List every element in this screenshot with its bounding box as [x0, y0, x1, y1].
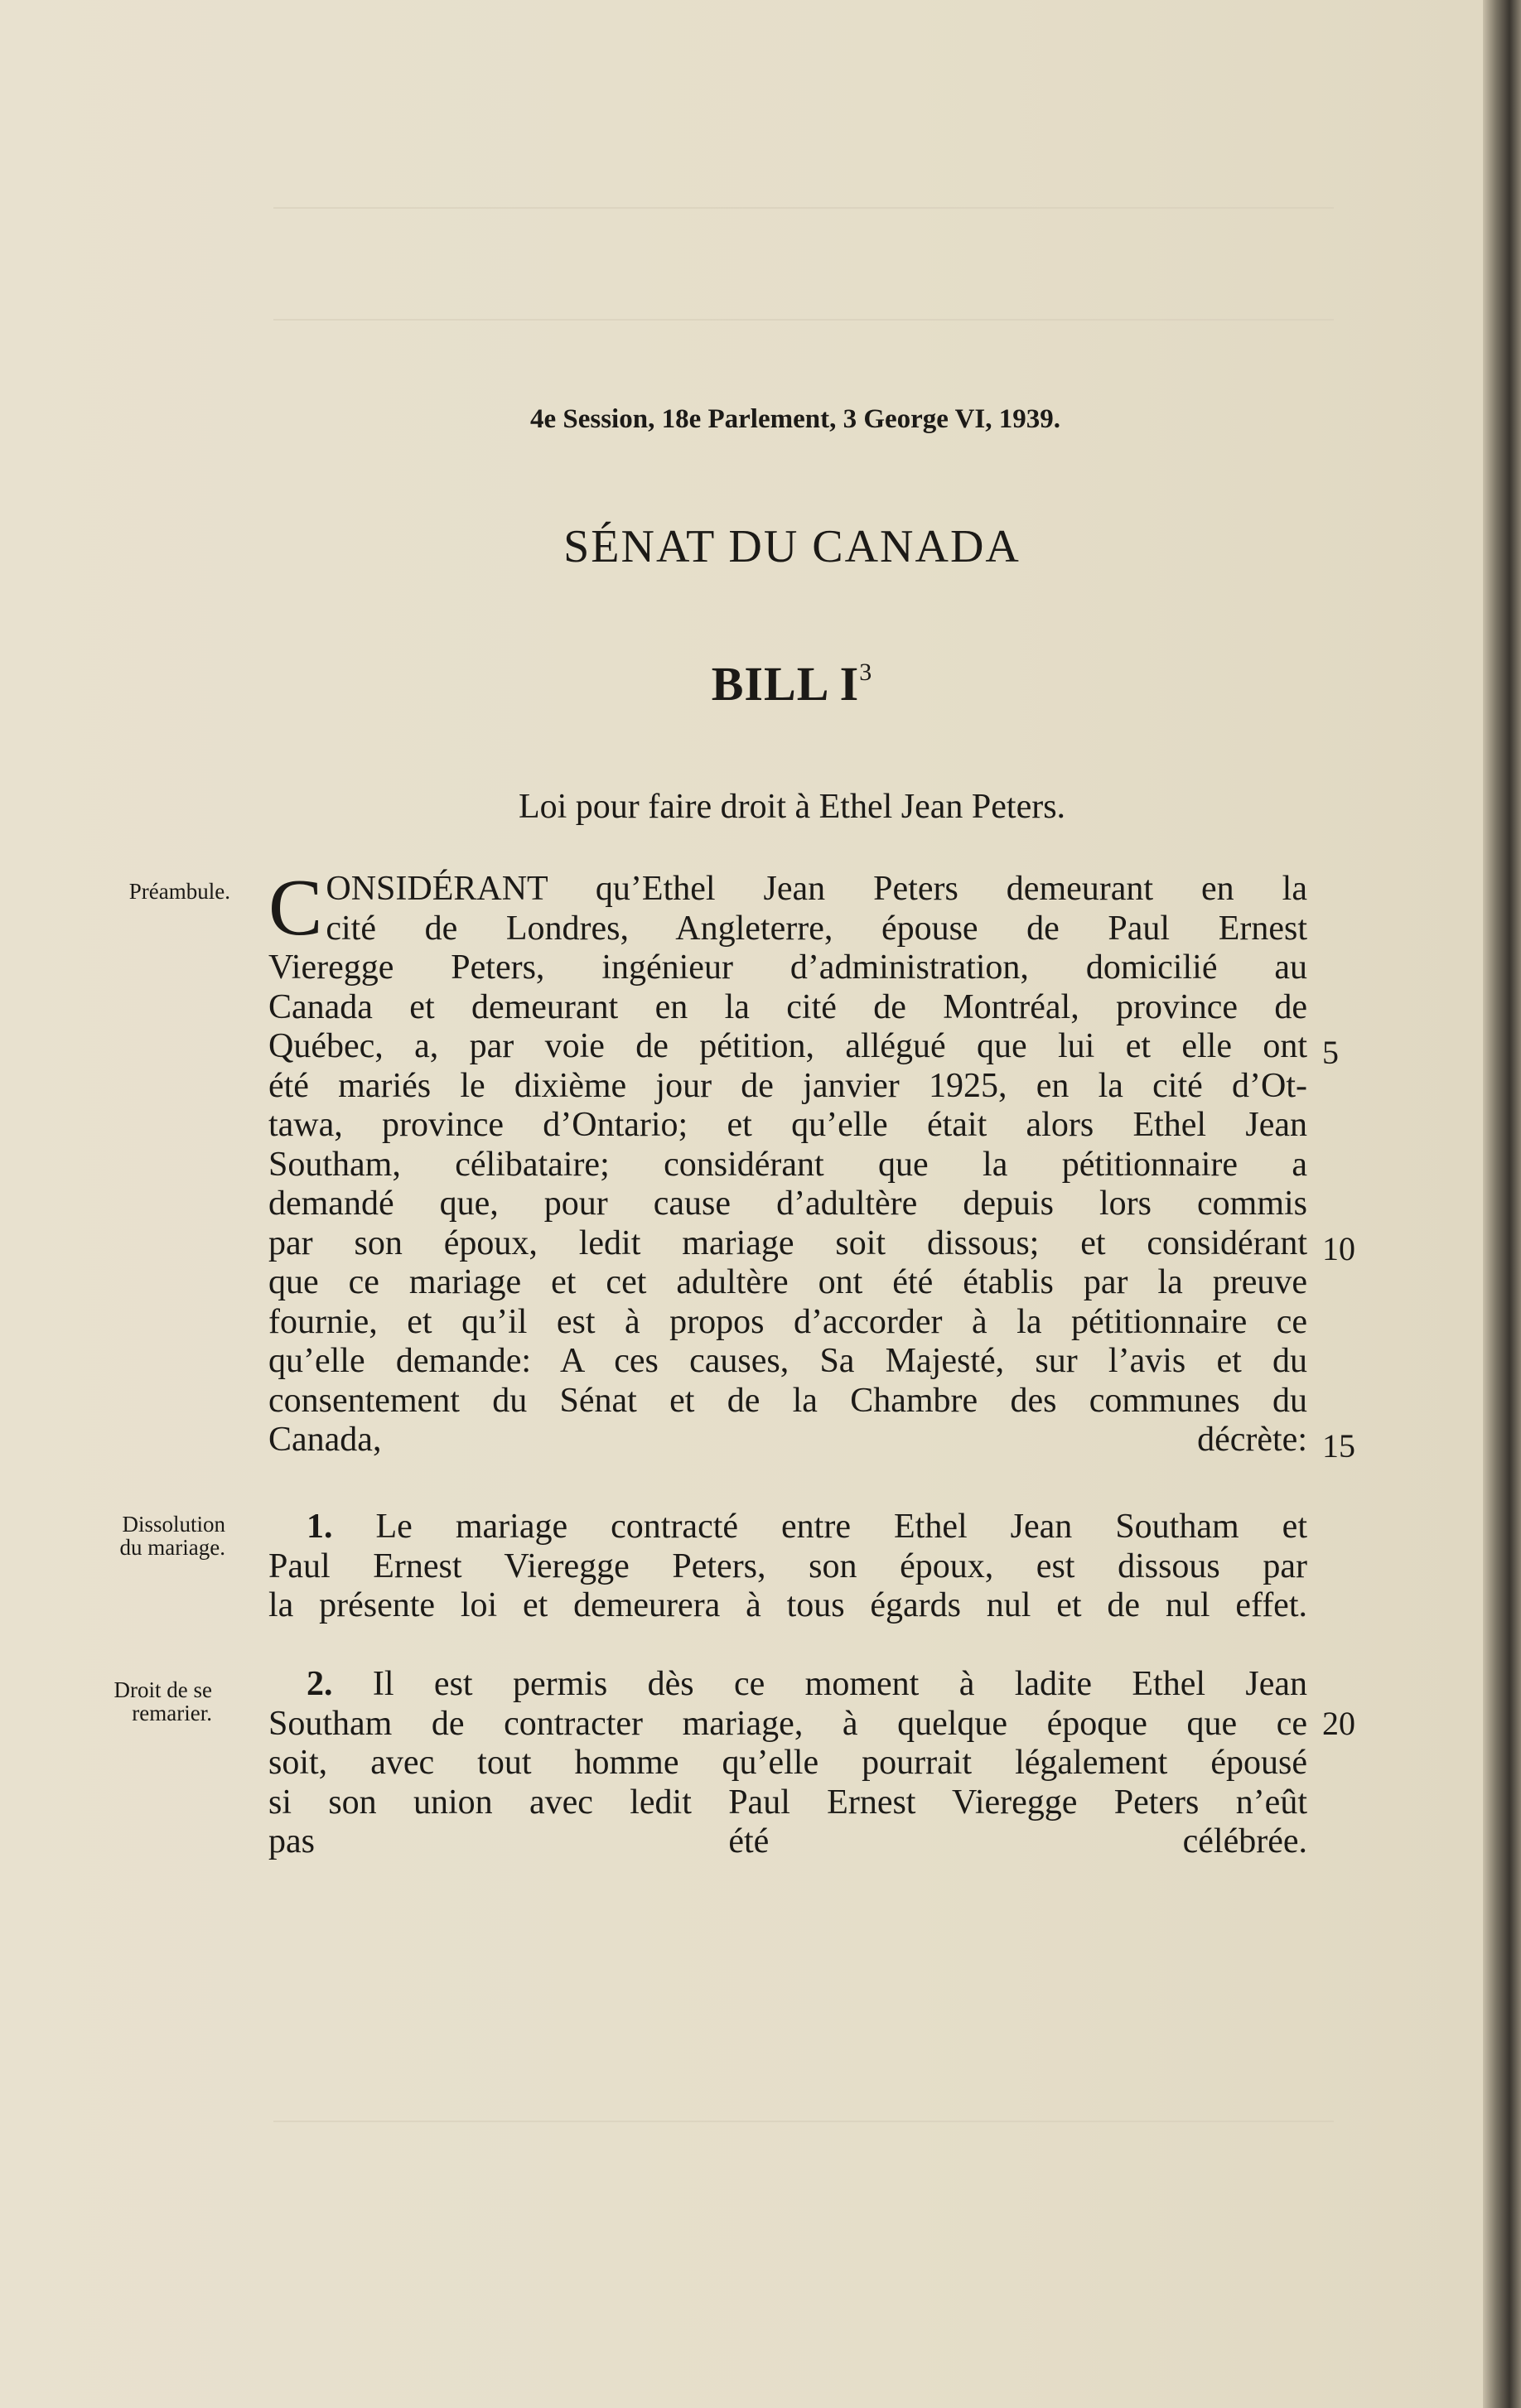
preamble-line: par son époux, ledit mariage soit dissous; et considérant [268, 1223, 1307, 1262]
preamble-line: Southam, célibataire; considérant que la pétitionnaire a [268, 1145, 1307, 1184]
line-number: 10 [1322, 1230, 1355, 1267]
preamble-line: Canada, décrète: [268, 1421, 1307, 1459]
preamble-line: tawa, province d’Ontario; et qu’elle était alors Ethel Jean [268, 1106, 1307, 1144]
section-1-line [268, 1508, 1307, 1547]
bill-label: BILL I [711, 657, 860, 711]
section-1-line: Paul Ernest Vieregge Peters, son époux, est dissous par [268, 1547, 1307, 1585]
book-spine-edge [1483, 0, 1521, 2408]
line-number: 15 [1322, 1427, 1355, 1465]
margin-note-line: du mariage. [119, 1535, 225, 1560]
show-through-rule [273, 2121, 1334, 2122]
drop-cap: C [268, 863, 323, 953]
preamble-line: été mariés le dixième jour de janvier 1925, en la cité d’Ot- [268, 1066, 1307, 1105]
margin-note-remarry [41, 1678, 212, 1725]
margin-note-preamble [65, 880, 230, 903]
section-2-line: pas été célébrée. [268, 1822, 1307, 1860]
line-number: 5 [1322, 1034, 1339, 1071]
bill-subtitle: Loi pour faire droit à Ethel Jean Peters. [518, 788, 1066, 826]
bill-title [0, 656, 1521, 712]
preamble-line: ONSIDÉRANT qu’Ethel Jean Peters demeurant en la [326, 870, 1307, 908]
section-2-line: Southam de contracter mariage, à quelque époque que ce [268, 1704, 1307, 1743]
margin-note-dissolution [50, 1513, 225, 1559]
preamble-line: Québec, a, par voie de pétition, allégué que lui et elle ont [268, 1027, 1307, 1065]
margin-note-line: Dissolution [122, 1512, 225, 1537]
section-2-line [268, 1665, 1307, 1705]
section-2-first-text: Il est permis dès ce moment à ladite Ethel Jean [372, 1665, 1308, 1703]
session-heading: 4e Session, 18e Parlement, 3 George VI, 1939. [529, 404, 1061, 434]
section-2-number: 2. [307, 1665, 333, 1703]
preamble-line: Vieregge Peters, ingénieur d’administration, domicilié au [268, 948, 1307, 987]
preamble-line: cité de Londres, Angleterre, épouse de Paul Ernest [326, 909, 1307, 948]
preamble-line: consentement du Sénat et de la Chambre des communes du [268, 1381, 1307, 1420]
margin-note-line: remarier. [132, 1701, 212, 1725]
preamble-line: qu’elle demande: A ces causes, Sa Majesté, sur l’avis et du [268, 1342, 1307, 1380]
preamble-line: que ce mariage et cet adultère ont été établis par la preuve [268, 1263, 1307, 1301]
show-through-rule [273, 207, 1334, 209]
section-2-line: soit, avec tout homme qu’elle pourrait légalement épousé [268, 1744, 1307, 1782]
section-2-paragraph [268, 1665, 1307, 1862]
margin-note-line: Droit de se [113, 1677, 212, 1702]
section-1-first-text: Le mariage contracté entre Ethel Jean Southam et [375, 1508, 1307, 1546]
preamble-line: fournie, et qu’il est à propos d’accorder à la pétitionnaire ce [268, 1302, 1307, 1341]
show-through-rule [273, 319, 1334, 321]
margin-note-preamble-text: Préambule. [128, 879, 230, 904]
section-1-line: la présente loi et demeurera à tous égards nul et de nul effet. [268, 1586, 1307, 1624]
chamber-title: SÉNAT DU CANADA [563, 521, 1021, 572]
line-number: 20 [1322, 1705, 1355, 1742]
bill-superscript: 3 [859, 659, 873, 686]
section-1-paragraph [268, 1508, 1307, 1626]
preamble-line: Canada et demeurant en la cité de Montréal, province de [268, 987, 1307, 1026]
section-2-line: si son union avec ledit Paul Ernest Vieregge Peters n’eût [268, 1783, 1307, 1822]
preamble-line: demandé que, pour cause d’adultère depuis lors commis [268, 1185, 1307, 1223]
section-1-number: 1. [307, 1508, 333, 1546]
preamble-paragraph [268, 863, 1307, 1460]
